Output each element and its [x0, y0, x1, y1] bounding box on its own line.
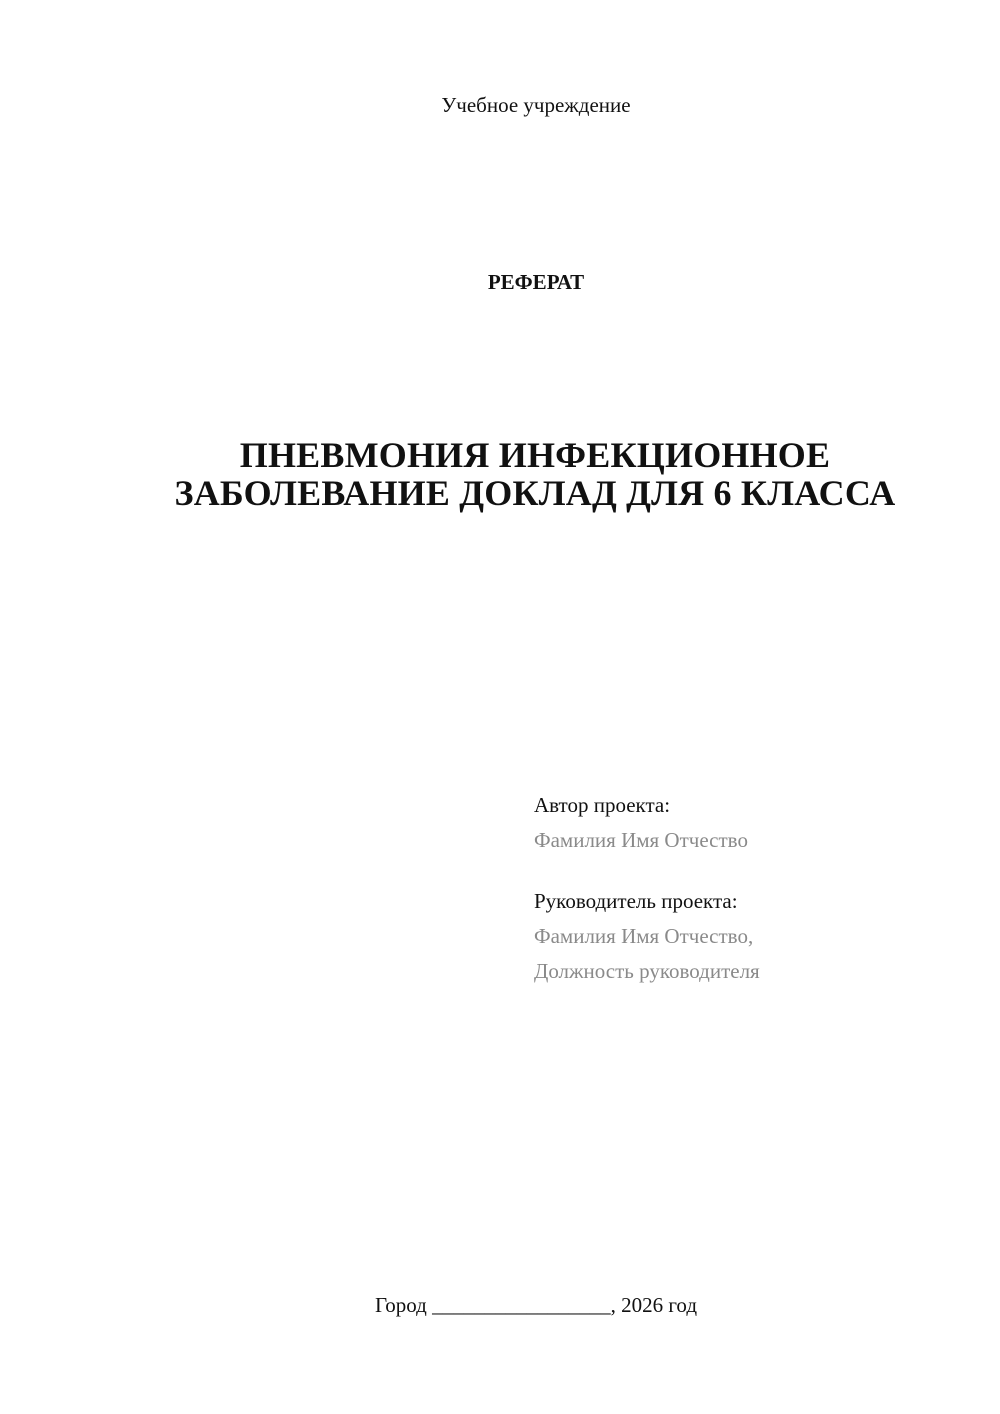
title-line-2: ЗАБОЛЕВАНИЕ ДОКЛАД ДЛЯ 6 КЛАССА: [174, 473, 896, 513]
author-label: Автор проекта:: [534, 793, 671, 817]
supervisor-name: Фамилия Имя Отчество,: [534, 924, 754, 948]
author-name: Фамилия Имя Отчество: [534, 828, 748, 852]
document-type: РЕФЕРАТ: [487, 270, 585, 294]
city-year-footer: Город _________________, 2026 год: [374, 1293, 698, 1317]
credits-block: [534, 788, 954, 989]
document-title: [100, 436, 970, 512]
supervisor-position: Должность руководителя: [534, 959, 760, 983]
credits-spacer: [534, 858, 954, 884]
institution-name: Учебное учреждение: [441, 93, 631, 117]
title-line-1: ПНЕВМОНИЯ ИНФЕКЦИОННОЕ: [239, 435, 831, 475]
supervisor-label: Руководитель проекта:: [534, 889, 738, 913]
